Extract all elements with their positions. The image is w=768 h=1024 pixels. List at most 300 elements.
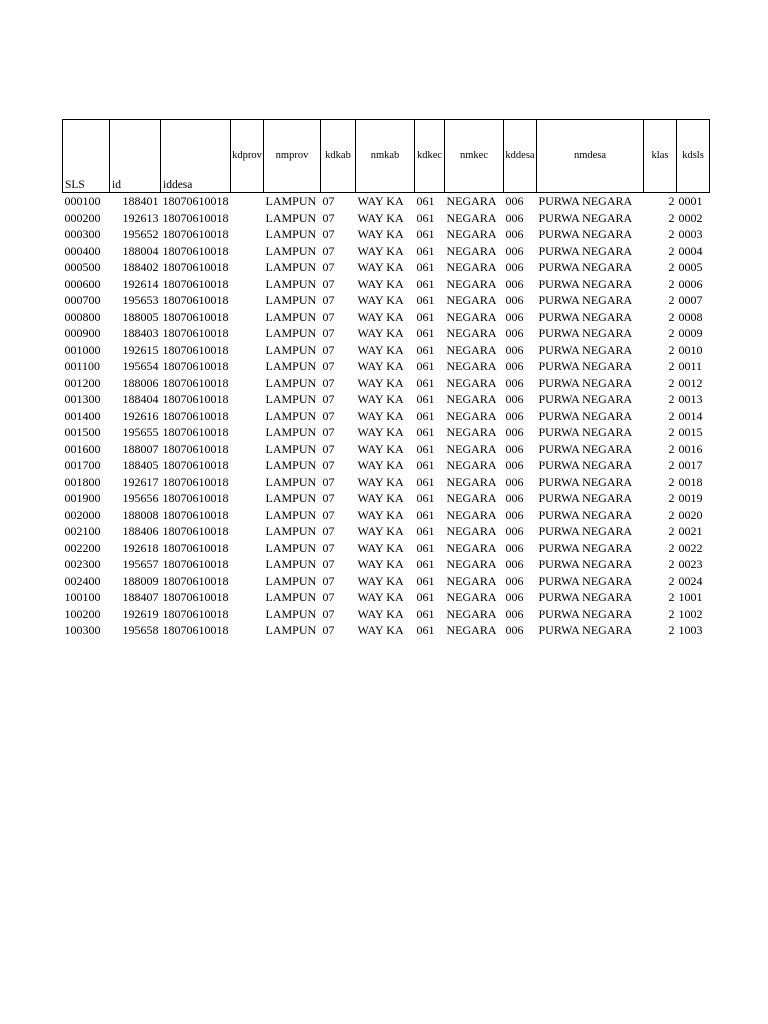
table-row (63, 276, 710, 293)
cell-kdprov (231, 424, 264, 441)
cell-iddesa: 18070610018 (162, 623, 229, 637)
cell-nmkab: WAY KA (357, 276, 404, 291)
cell-nmkec: NEGARA (446, 359, 497, 373)
cell-nmkec: NEGARA (446, 524, 497, 538)
cell-klas: 2 (668, 276, 675, 291)
cell-klas: 2 (668, 194, 675, 208)
col-header-sls: SLS (63, 120, 110, 193)
cell-nmkab: WAY KA (357, 408, 404, 423)
cell-SLS: 001600 (64, 441, 101, 456)
cell-kdkab: 07 (322, 260, 335, 274)
cell-SLS: 002200 (64, 540, 101, 555)
cell-kdkab: 07 (322, 524, 335, 538)
cell-iddesa: 18070610018 (162, 540, 229, 555)
cell-kdsls: 0023 (678, 557, 703, 571)
cell-klas: 2 (668, 573, 675, 588)
cell-kdsls: 0004 (678, 243, 703, 258)
cell-kdkab: 07 (322, 375, 335, 390)
table-row (63, 424, 710, 441)
cell-id: 192613 (122, 210, 159, 225)
cell-nmkab: WAY KA (357, 474, 404, 489)
cell-kdprov (231, 457, 264, 474)
table-row (63, 292, 710, 309)
cell-kddesa: 006 (505, 458, 524, 472)
table-row (63, 342, 710, 359)
cell-SLS: 000400 (64, 243, 101, 258)
cell-kdkab: 07 (322, 210, 335, 225)
cell-kddesa: 006 (505, 540, 524, 555)
cell-nmkab: WAY KA (357, 260, 404, 274)
cell-klas: 2 (668, 293, 675, 307)
cell-iddesa: 18070610018 (162, 194, 229, 208)
cell-nmdesa: PURWA NEGARA (538, 524, 633, 538)
cell-klas: 2 (668, 326, 675, 340)
cell-kdprov (231, 309, 264, 326)
cell-iddesa: 18070610018 (162, 243, 229, 258)
cell-nmdesa: PURWA NEGARA (538, 309, 633, 324)
cell-nmdesa: PURWA NEGARA (538, 540, 633, 555)
cell-klas: 2 (668, 606, 675, 621)
cell-nmkec: NEGARA (446, 210, 497, 225)
cell-iddesa: 18070610018 (162, 491, 229, 505)
cell-kddesa: 006 (505, 524, 524, 538)
cell-nmprov: LAMPUN (265, 458, 317, 472)
cell-kdkec: 061 (416, 408, 435, 423)
cell-kdkec: 061 (416, 392, 435, 406)
cell-SLS: 001700 (64, 458, 101, 472)
cell-id: 188006 (122, 375, 159, 390)
cell-kdkec: 061 (416, 425, 435, 439)
cell-kdkec: 061 (416, 243, 435, 258)
cell-nmkab: WAY KA (357, 375, 404, 390)
cell-SLS: 002300 (64, 557, 101, 571)
cell-id: 188404 (122, 392, 159, 406)
cell-nmkab: WAY KA (357, 227, 404, 241)
table-row (63, 507, 710, 524)
col-header-kdkec: kdkec (415, 120, 445, 193)
col-header-kdsls: kdsls (677, 120, 710, 193)
cell-nmdesa: PURWA NEGARA (538, 392, 633, 406)
cell-kdsls: 0019 (678, 491, 703, 505)
cell-kdkec: 061 (416, 573, 435, 588)
cell-kdprov (231, 259, 264, 276)
cell-kdkab: 07 (322, 590, 335, 604)
cell-kdprov (231, 490, 264, 507)
cell-nmkab: WAY KA (357, 590, 404, 604)
data-table (62, 119, 710, 639)
cell-nmkab: WAY KA (357, 557, 404, 571)
cell-nmprov: LAMPUN (265, 276, 317, 291)
cell-kdprov (231, 573, 264, 590)
cell-klas: 2 (668, 342, 675, 357)
table-row (63, 606, 710, 623)
table-row (63, 325, 710, 342)
cell-kdkec: 061 (416, 210, 435, 225)
cell-SLS: 001200 (64, 375, 101, 390)
cell-kdsls: 0020 (678, 507, 703, 522)
cell-kddesa: 006 (505, 507, 524, 522)
cell-nmkec: NEGARA (446, 606, 497, 621)
cell-kdsls: 0015 (678, 425, 703, 439)
cell-klas: 2 (668, 408, 675, 423)
col-header-kdkab: kdkab (321, 120, 356, 193)
cell-kddesa: 006 (505, 260, 524, 274)
cell-SLS: 000200 (64, 210, 101, 225)
cell-SLS: 000500 (64, 260, 101, 274)
cell-nmprov: LAMPUN (265, 309, 317, 324)
cell-kdsls: 0012 (678, 375, 703, 390)
cell-nmkec: NEGARA (446, 507, 497, 522)
table-row (63, 441, 710, 458)
cell-nmprov: LAMPUN (265, 425, 317, 439)
cell-id: 192614 (122, 276, 159, 291)
cell-kdkab: 07 (322, 227, 335, 241)
cell-SLS: 000300 (64, 227, 101, 241)
cell-kdkab: 07 (322, 474, 335, 489)
cell-kdprov (231, 622, 264, 639)
cell-iddesa: 18070610018 (162, 293, 229, 307)
cell-kddesa: 006 (505, 210, 524, 225)
cell-kdprov (231, 474, 264, 491)
cell-kdprov (231, 358, 264, 375)
cell-kdkab: 07 (322, 458, 335, 472)
cell-iddesa: 18070610018 (162, 309, 229, 324)
cell-nmdesa: PURWA NEGARA (538, 590, 633, 604)
cell-nmdesa: PURWA NEGARA (538, 342, 633, 357)
cell-kdprov (231, 391, 264, 408)
cell-iddesa: 18070610018 (162, 276, 229, 291)
cell-kdsls: 0010 (678, 342, 703, 357)
cell-nmdesa: PURWA NEGARA (538, 210, 633, 225)
cell-id: 188405 (122, 458, 159, 472)
table-row (63, 474, 710, 491)
cell-SLS: 100100 (64, 590, 101, 604)
cell-nmdesa: PURWA NEGARA (538, 276, 633, 291)
cell-kdkec: 061 (416, 441, 435, 456)
cell-SLS: 001500 (64, 425, 101, 439)
cell-iddesa: 18070610018 (162, 227, 229, 241)
col-header-klas: klas (644, 120, 677, 193)
cell-nmprov: LAMPUN (265, 375, 317, 390)
cell-nmprov: LAMPUN (265, 491, 317, 505)
cell-kdkab: 07 (322, 359, 335, 373)
table-row (63, 193, 710, 210)
cell-nmprov: LAMPUN (265, 227, 317, 241)
table-row (63, 589, 710, 606)
cell-kdkab: 07 (322, 540, 335, 555)
cell-kddesa: 006 (505, 491, 524, 505)
cell-iddesa: 18070610018 (162, 392, 229, 406)
cell-kdkab: 07 (322, 293, 335, 307)
cell-kdsls: 0011 (678, 359, 703, 373)
cell-SLS: 001000 (64, 342, 101, 357)
cell-nmprov: LAMPUN (265, 194, 317, 208)
col-header-nmkab: nmkab (356, 120, 415, 193)
cell-nmdesa: PURWA NEGARA (538, 408, 633, 423)
cell-iddesa: 18070610018 (162, 326, 229, 340)
cell-nmkec: NEGARA (446, 326, 497, 340)
cell-nmprov: LAMPUN (265, 326, 317, 340)
cell-kdprov (231, 507, 264, 524)
cell-nmkab: WAY KA (357, 293, 404, 307)
cell-kddesa: 006 (505, 623, 524, 637)
cell-klas: 2 (668, 243, 675, 258)
cell-id: 188402 (122, 260, 159, 274)
cell-kddesa: 006 (505, 194, 524, 208)
cell-klas: 2 (668, 392, 675, 406)
cell-nmkec: NEGARA (446, 540, 497, 555)
cell-kdsls: 0017 (678, 458, 703, 472)
cell-kdkab: 07 (322, 491, 335, 505)
cell-nmprov: LAMPUN (265, 606, 317, 621)
cell-nmprov: LAMPUN (265, 540, 317, 555)
cell-klas: 2 (668, 210, 675, 225)
cell-id: 192618 (122, 540, 159, 555)
cell-nmkec: NEGARA (446, 194, 497, 208)
cell-kdsls: 0001 (678, 194, 703, 208)
cell-klas: 2 (668, 260, 675, 274)
cell-nmprov: LAMPUN (265, 408, 317, 423)
cell-nmkec: NEGARA (446, 243, 497, 258)
cell-kddesa: 006 (505, 293, 524, 307)
cell-iddesa: 18070610018 (162, 375, 229, 390)
cell-nmdesa: PURWA NEGARA (538, 458, 633, 472)
table-row (63, 622, 710, 639)
cell-kddesa: 006 (505, 408, 524, 423)
cell-SLS: 100300 (64, 623, 101, 637)
cell-SLS: 000100 (64, 194, 101, 208)
cell-kddesa: 006 (505, 606, 524, 621)
cell-klas: 2 (668, 590, 675, 604)
cell-SLS: 001300 (64, 392, 101, 406)
cell-kddesa: 006 (505, 342, 524, 357)
table-row (63, 243, 710, 260)
cell-nmprov: LAMPUN (265, 359, 317, 373)
cell-kddesa: 006 (505, 425, 524, 439)
cell-id: 192619 (122, 606, 159, 621)
cell-kddesa: 006 (505, 590, 524, 604)
cell-id: 195655 (122, 425, 159, 439)
cell-nmkec: NEGARA (446, 227, 497, 241)
cell-kdprov (231, 606, 264, 623)
cell-kdprov (231, 375, 264, 392)
cell-SLS: 002400 (64, 573, 101, 588)
cell-kdsls: 0021 (678, 524, 703, 538)
cell-kdkec: 061 (416, 557, 435, 571)
cell-kdprov (231, 243, 264, 260)
cell-id: 188004 (122, 243, 159, 258)
cell-nmdesa: PURWA NEGARA (538, 260, 633, 274)
cell-nmkab: WAY KA (357, 342, 404, 357)
cell-nmkab: WAY KA (357, 359, 404, 373)
cell-nmdesa: PURWA NEGARA (538, 623, 633, 637)
cell-kdkab: 07 (322, 243, 335, 258)
cell-iddesa: 18070610018 (162, 441, 229, 456)
cell-nmdesa: PURWA NEGARA (538, 491, 633, 505)
cell-SLS: 001800 (64, 474, 101, 489)
cell-nmkab: WAY KA (357, 524, 404, 538)
cell-kdsls: 0014 (678, 408, 703, 423)
cell-nmkec: NEGARA (446, 392, 497, 406)
cell-kdprov (231, 523, 264, 540)
cell-nmdesa: PURWA NEGARA (538, 326, 633, 340)
cell-kdprov (231, 408, 264, 425)
cell-iddesa: 18070610018 (162, 342, 229, 357)
cell-klas: 2 (668, 458, 675, 472)
table-row (63, 210, 710, 227)
cell-kdkab: 07 (322, 507, 335, 522)
cell-klas: 2 (668, 507, 675, 522)
cell-nmdesa: PURWA NEGARA (538, 227, 633, 241)
cell-nmkab: WAY KA (357, 623, 404, 637)
cell-nmkec: NEGARA (446, 474, 497, 489)
cell-nmdesa: PURWA NEGARA (538, 557, 633, 571)
cell-nmkab: WAY KA (357, 458, 404, 472)
cell-nmkab: WAY KA (357, 425, 404, 439)
cell-id: 188007 (122, 441, 159, 456)
cell-SLS: 000900 (64, 326, 101, 340)
cell-kdkab: 07 (322, 441, 335, 456)
cell-kddesa: 006 (505, 326, 524, 340)
cell-klas: 2 (668, 375, 675, 390)
cell-kdsls: 1003 (678, 623, 703, 637)
cell-id: 192617 (122, 474, 159, 489)
cell-kdsls: 0018 (678, 474, 703, 489)
cell-kddesa: 006 (505, 557, 524, 571)
cell-nmkec: NEGARA (446, 309, 497, 324)
cell-kdkec: 061 (416, 590, 435, 604)
cell-nmprov: LAMPUN (265, 293, 317, 307)
cell-nmprov: LAMPUN (265, 524, 317, 538)
cell-iddesa: 18070610018 (162, 359, 229, 373)
cell-kdkab: 07 (322, 392, 335, 406)
cell-klas: 2 (668, 491, 675, 505)
cell-nmdesa: PURWA NEGARA (538, 474, 633, 489)
cell-kdkab: 07 (322, 326, 335, 340)
table-row (63, 375, 710, 392)
cell-kdsls: 0002 (678, 210, 703, 225)
cell-kdkab: 07 (322, 623, 335, 637)
cell-kddesa: 006 (505, 309, 524, 324)
cell-SLS: 001100 (64, 359, 101, 373)
cell-SLS: 001400 (64, 408, 101, 423)
cell-kdkec: 061 (416, 227, 435, 241)
cell-klas: 2 (668, 623, 675, 637)
cell-kdsls: 0022 (678, 540, 703, 555)
col-header-id: id (110, 120, 161, 193)
cell-SLS: 100200 (64, 606, 101, 621)
cell-klas: 2 (668, 425, 675, 439)
cell-id: 195658 (122, 623, 159, 637)
cell-nmkec: NEGARA (446, 458, 497, 472)
table-row (63, 226, 710, 243)
cell-id: 188407 (122, 590, 159, 604)
cell-id: 195654 (122, 359, 159, 373)
cell-id: 192615 (122, 342, 159, 357)
cell-nmdesa: PURWA NEGARA (538, 425, 633, 439)
cell-kdkec: 061 (416, 309, 435, 324)
cell-kdprov (231, 325, 264, 342)
cell-nmkec: NEGARA (446, 590, 497, 604)
cell-kdkec: 061 (416, 474, 435, 489)
cell-kdkab: 07 (322, 557, 335, 571)
cell-kdkab: 07 (322, 606, 335, 621)
cell-iddesa: 18070610018 (162, 260, 229, 274)
cell-nmkab: WAY KA (357, 309, 404, 324)
cell-kdsls: 0008 (678, 309, 703, 324)
cell-kdkec: 061 (416, 293, 435, 307)
cell-kdprov (231, 276, 264, 293)
cell-nmkec: NEGARA (446, 557, 497, 571)
cell-nmdesa: PURWA NEGARA (538, 606, 633, 621)
cell-nmdesa: PURWA NEGARA (538, 293, 633, 307)
cell-nmkec: NEGARA (446, 408, 497, 423)
cell-nmkec: NEGARA (446, 623, 497, 637)
cell-nmkec: NEGARA (446, 425, 497, 439)
cell-kdkec: 061 (416, 276, 435, 291)
table-row (63, 490, 710, 507)
cell-iddesa: 18070610018 (162, 425, 229, 439)
cell-nmkab: WAY KA (357, 540, 404, 555)
cell-iddesa: 18070610018 (162, 590, 229, 604)
cell-id: 188009 (122, 573, 159, 588)
cell-nmkab: WAY KA (357, 392, 404, 406)
cell-SLS: 000800 (64, 309, 101, 324)
cell-kdprov (231, 210, 264, 227)
cell-kdkec: 061 (416, 326, 435, 340)
cell-id: 195653 (122, 293, 159, 307)
cell-klas: 2 (668, 441, 675, 456)
table-row (63, 391, 710, 408)
cell-kddesa: 006 (505, 573, 524, 588)
cell-kdkec: 061 (416, 507, 435, 522)
table-row (63, 573, 710, 590)
cell-id: 188005 (122, 309, 159, 324)
cell-kdkec: 061 (416, 524, 435, 538)
cell-id: 195656 (122, 491, 159, 505)
cell-kdprov (231, 589, 264, 606)
cell-iddesa: 18070610018 (162, 210, 229, 225)
cell-nmprov: LAMPUN (265, 392, 317, 406)
cell-nmkec: NEGARA (446, 491, 497, 505)
cell-iddesa: 18070610018 (162, 458, 229, 472)
cell-id: 195652 (122, 227, 159, 241)
col-header-kddesa: kddesa (504, 120, 537, 193)
cell-nmdesa: PURWA NEGARA (538, 507, 633, 522)
cell-nmprov: LAMPUN (265, 342, 317, 357)
cell-kdsls: 0009 (678, 326, 703, 340)
cell-nmkec: NEGARA (446, 342, 497, 357)
cell-kdkec: 061 (416, 606, 435, 621)
col-header-nmdesa: nmdesa (537, 120, 644, 193)
cell-kdprov (231, 226, 264, 243)
cell-nmkab: WAY KA (357, 210, 404, 225)
table-row (63, 358, 710, 375)
cell-nmkab: WAY KA (357, 606, 404, 621)
cell-nmkab: WAY KA (357, 573, 404, 588)
cell-iddesa: 18070610018 (162, 474, 229, 489)
cell-nmkec: NEGARA (446, 260, 497, 274)
cell-iddesa: 18070610018 (162, 606, 229, 621)
cell-nmkab: WAY KA (357, 194, 404, 208)
cell-kdsls: 1002 (678, 606, 703, 621)
cell-iddesa: 18070610018 (162, 408, 229, 423)
cell-iddesa: 18070610018 (162, 557, 229, 571)
cell-kdprov (231, 540, 264, 557)
cell-SLS: 002000 (64, 507, 101, 522)
cell-kddesa: 006 (505, 474, 524, 489)
cell-kdprov (231, 556, 264, 573)
